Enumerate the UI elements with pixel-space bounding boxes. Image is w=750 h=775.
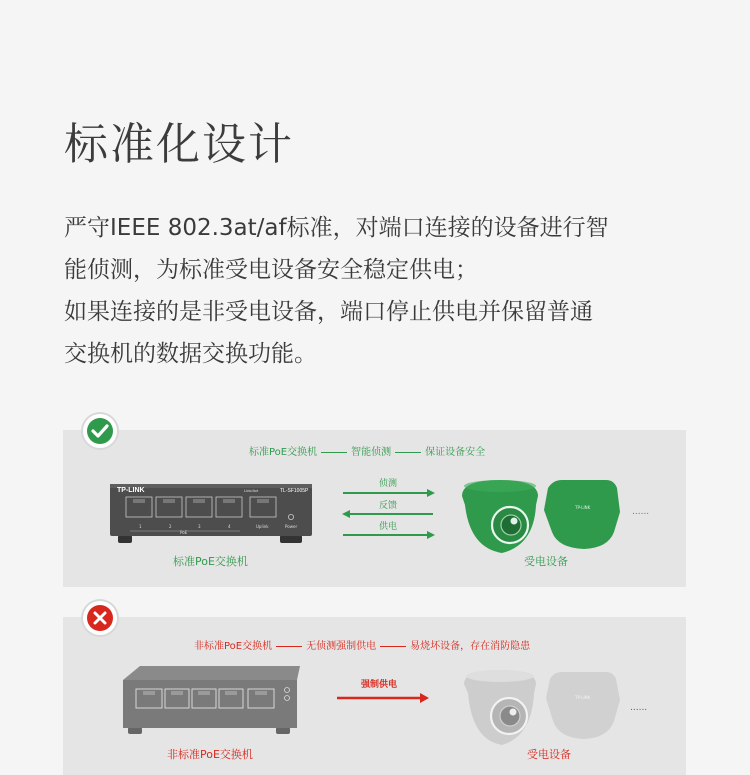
port-label-power: Power bbox=[285, 524, 298, 529]
standard-device-label: 受电设备 bbox=[524, 555, 568, 568]
nonstandard-switch bbox=[123, 666, 300, 734]
standard-dots: ...... bbox=[632, 507, 650, 517]
arrow-label-feedback: 反馈 bbox=[379, 501, 398, 511]
standard-switch-label: 标准PoE交换机 bbox=[173, 555, 248, 568]
caption-switch: 标准PoE交换机 bbox=[249, 447, 318, 458]
description-line: 如果连接的是非受电设备，端口停止供电并保留普通 bbox=[64, 299, 593, 325]
caption-detect: 智能侦测 bbox=[351, 447, 392, 458]
port-label-1: 1 bbox=[139, 524, 142, 529]
caption-danger: 易烧坏设备，存在消防隐患 bbox=[410, 641, 531, 652]
port-label-2: 2 bbox=[169, 524, 172, 529]
ap-brand: TP-LINK bbox=[575, 505, 591, 510]
grey-ap-icon bbox=[546, 672, 620, 739]
caption-switch: 非标准PoE交换机 bbox=[194, 641, 273, 652]
arrow-label-force: 强制供电 bbox=[361, 680, 398, 690]
arrow-label-power: 供电 bbox=[379, 522, 398, 532]
nonstandard-dots: ...... bbox=[630, 703, 648, 713]
switch-model: TL-SF1005P bbox=[280, 488, 309, 494]
port-label-uplink: Uplink bbox=[256, 524, 269, 529]
description-line: 交换机的数据交换功能。 bbox=[64, 341, 317, 367]
nonstandard-switch-label: 非标准PoE交换机 bbox=[167, 748, 253, 761]
page-title: 标准化设计 bbox=[64, 119, 294, 170]
port-label-4: 4 bbox=[228, 524, 231, 529]
arrow-label-detect: 侦测 bbox=[379, 479, 398, 489]
force-power-arrow bbox=[337, 693, 429, 703]
nonstandard-device-label: 受电设备 bbox=[527, 748, 571, 761]
switch-brand: TP-LINK bbox=[117, 487, 145, 494]
ap-brand: TP-LINK bbox=[575, 695, 591, 700]
port-label-3: 3 bbox=[198, 524, 201, 529]
description-line: 严守IEEE 802.3at/af标准，对端口连接的设备进行智 bbox=[64, 215, 609, 241]
grey-camera-icon bbox=[464, 670, 536, 745]
switch-poe: PoE bbox=[180, 530, 188, 535]
description-line: 能侦测，为标准受电设备安全稳定供电； bbox=[64, 257, 478, 283]
switch-linkact: Link/Act bbox=[244, 488, 259, 493]
caption-force: 无侦测强制供电 bbox=[306, 641, 377, 652]
caption-safe: 保证设备安全 bbox=[425, 447, 486, 458]
